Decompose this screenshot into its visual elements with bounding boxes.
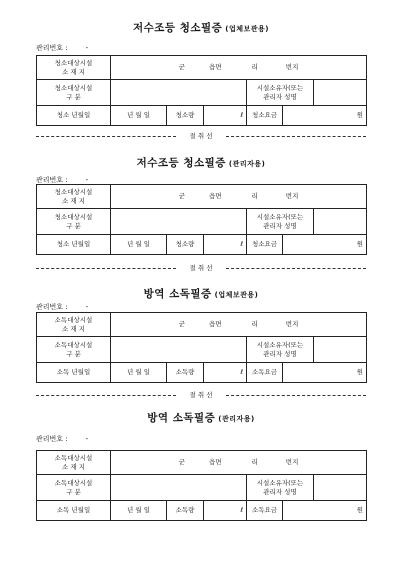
quantity-field[interactable]: ℓ [204,106,247,126]
form-title: 저수조등 청소필증 (관리자용) [136,157,266,169]
cut-line: 절 취 선 [36,390,366,400]
manager-field[interactable] [314,80,367,106]
fee-label: 소독요금 [247,501,283,521]
manager-label: 시설소유자(또는 관리자 성명 [247,209,314,235]
category-label: 청소대상시설 구 분 [37,209,111,235]
date-field[interactable]: 년 월 일 [111,235,167,255]
category-label: 소독대상시설 구 분 [37,475,111,501]
form-title: 저수조등 청소필증 (업체보관용) [132,22,270,34]
certificate-table [36,312,367,383]
form-water-tank-manager [36,155,366,249]
form-water-tank-company [36,20,366,120]
form-title: 방역 소독필증 (관리자용) [147,412,255,424]
certificate-table [36,184,367,255]
form-disinfection-company [36,286,366,377]
form-title: 방역 소독필증 (업체보관용) [143,288,259,300]
management-number: 관리번호 : - [36,176,89,184]
category-label: 소독대상시설 구 분 [37,337,111,363]
location-label: 청소대상시설 소 재 지 [37,56,111,80]
category-label: 청소대상시설 구 분 [37,80,111,106]
date-field[interactable]: 년 월 일 [111,106,167,126]
manager-label: 시설소유자(또는 관리자 성명 [247,475,314,501]
manager-field[interactable] [314,209,367,235]
quantity-label: 소독량 [167,363,204,383]
cut-line: 절 취 선 [36,131,366,141]
category-field[interactable] [111,80,247,106]
quantity-label: 청소량 [167,235,204,255]
date-field[interactable]: 년 월 일 [111,501,167,521]
quantity-field[interactable]: ℓ [204,235,247,255]
fee-label: 청소요금 [247,235,283,255]
manager-field[interactable] [314,475,367,501]
management-number: 관리번호 : - [36,303,89,311]
manager-field[interactable] [314,337,367,363]
fee-label: 소독요금 [247,363,283,383]
fee-field[interactable]: 원 [283,106,367,126]
fee-field[interactable]: 원 [283,235,367,255]
address-field[interactable]: 군 읍면 리 번지 [111,313,367,337]
date-label: 소독 년월일 [37,501,111,521]
manager-label: 시설소유자(또는 관리자 성명 [247,80,314,106]
category-field[interactable] [111,475,247,501]
quantity-field[interactable]: ℓ [204,363,247,383]
certificate-table [36,450,367,521]
quantity-field[interactable]: ℓ [204,501,247,521]
address-field[interactable]: 군 읍면 리 번지 [111,56,367,80]
certificate-table [36,55,367,126]
fee-field[interactable]: 원 [283,363,367,383]
category-field[interactable] [111,337,247,363]
address-field[interactable]: 군 읍면 리 번지 [111,185,367,209]
date-label: 청소 년월일 [37,106,111,126]
quantity-label: 소독량 [167,501,204,521]
manager-label: 시설소유자(또는 관리자 성명 [247,337,314,363]
fee-label: 청소요금 [247,106,283,126]
location-label: 소독대상시설 소 재 지 [37,451,111,475]
address-field[interactable]: 군 읍면 리 번지 [111,451,367,475]
location-label: 소독대상시설 소 재 지 [37,313,111,337]
date-label: 청소 년월일 [37,235,111,255]
date-field[interactable]: 년 월 일 [111,363,167,383]
form-disinfection-manager [36,410,366,515]
management-number: 관리번호 : - [36,435,89,443]
management-number: 관리번호 : - [36,44,89,52]
quantity-label: 청소량 [167,106,204,126]
cut-line: 절 취 선 [36,263,366,273]
location-label: 청소대상시설 소 재 지 [37,185,111,209]
date-label: 소독 년월일 [37,363,111,383]
fee-field[interactable]: 원 [283,501,367,521]
category-field[interactable] [111,209,247,235]
